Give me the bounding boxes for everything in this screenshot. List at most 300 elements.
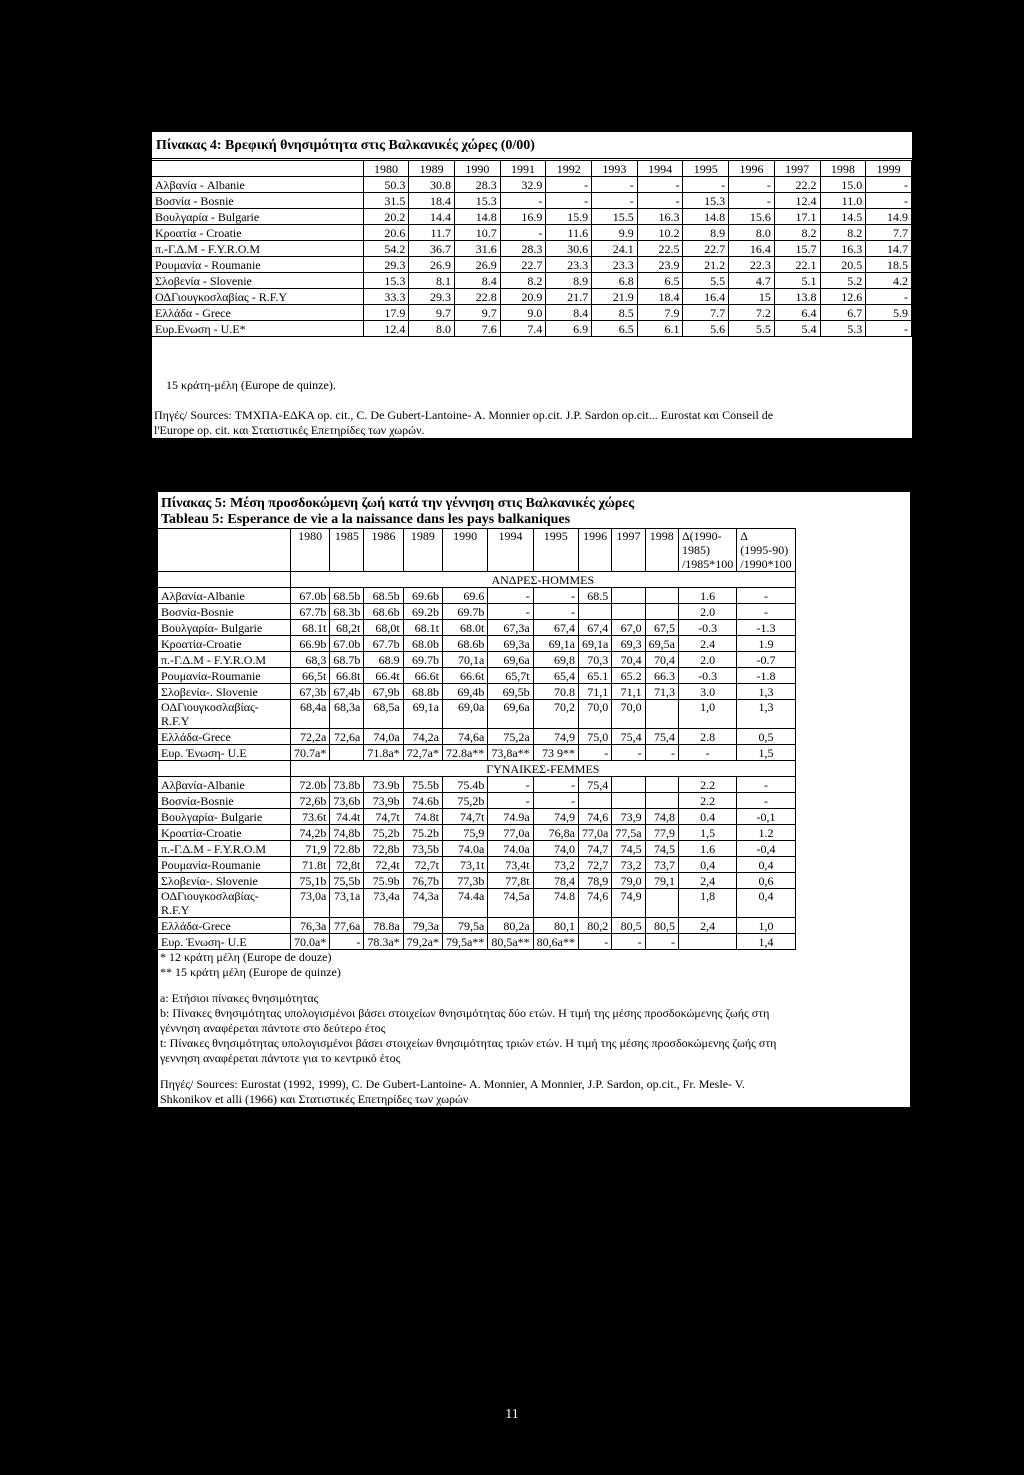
women-cell: 74,7 [578, 841, 611, 857]
men-cell: 66.4t [364, 668, 403, 684]
women-cell: 79,5a [442, 918, 487, 934]
men-cell: 65.1 [578, 668, 611, 684]
table5-year-header: 1986 [364, 529, 403, 572]
table4-corner [152, 161, 363, 177]
table4-cell: 31.5 [363, 193, 409, 209]
table4-cell: 29.3 [409, 289, 455, 305]
table4-title: Πίνακας 4: Βρεφική θνησιμότητα στις Βαλκανικές χώρες (0/00) [152, 132, 912, 159]
women-section-header: ΓΥΝΑΙΚΕΣ-FEMMES [291, 761, 796, 777]
table4-cell: 6.9 [546, 321, 592, 337]
men-cell: 67,4b [330, 684, 364, 700]
table4-row-label: Ελλάδα - Grece [152, 305, 363, 321]
table4-row [152, 273, 912, 289]
women-row [158, 934, 795, 950]
table4-row-label: Ρουμανία - Roumanie [152, 257, 363, 273]
table4-cell: 30.6 [546, 241, 592, 257]
table4-year-header: 1992 [546, 161, 592, 177]
women-cell: 72,8b [364, 841, 403, 857]
table4-row-label: Βουλγαρία - Bulgarie [152, 209, 363, 225]
men-cell: 70.7a* [291, 745, 330, 761]
women-cell: 74.9a [488, 809, 533, 825]
men-row [158, 684, 795, 700]
men-cell: 67,3a [488, 620, 533, 636]
men-cell: - [737, 588, 795, 604]
women-cell: 75.5b [403, 777, 442, 793]
women-cell: 74,2b [291, 825, 330, 841]
men-row-label-text: Κροατία-Croatie [161, 637, 242, 651]
men-cell: 69,1a [533, 636, 578, 652]
table4-cell: 22.5 [637, 241, 683, 257]
women-cell: 73,5b [403, 841, 442, 857]
women-cell: 74.8t [403, 809, 442, 825]
men-cell: 74,6a [442, 729, 487, 745]
men-cell [645, 700, 678, 729]
men-row [158, 700, 795, 729]
women-cell: 80,5 [612, 918, 645, 934]
men-cell: 71.8a* [364, 745, 403, 761]
women-cell: - [533, 777, 578, 793]
table4-row-label: Ευρ.Ενωση - U.E* [152, 321, 363, 337]
table5-delta1-header [678, 529, 736, 572]
women-cell: -0,1 [737, 809, 795, 825]
table4-cell: 17.9 [363, 305, 409, 321]
table4-cell: 16.4 [729, 241, 775, 257]
table4-cell: 18.5 [866, 257, 912, 273]
table4-cell: 7.2 [729, 305, 775, 321]
women-row-label [158, 857, 291, 873]
men-cell: 68,4a [291, 700, 330, 729]
table5-year-header: 1995 [533, 529, 578, 572]
women-cell: 79,3a [403, 918, 442, 934]
table4-row-label: Κροατία - Croatie [152, 225, 363, 241]
women-cell: 71.8t [291, 857, 330, 873]
table4-cell: 20.2 [363, 209, 409, 225]
table4-cell: 10.7 [455, 225, 501, 241]
women-cell: 72,8t [330, 857, 364, 873]
table4-cell: - [637, 177, 683, 193]
table4-cell: 13.8 [774, 289, 820, 305]
women-cell: 74.0a [442, 841, 487, 857]
table4-cell: 32.9 [500, 177, 546, 193]
table4-row [152, 209, 912, 225]
table4-cell: 7.7 [683, 305, 729, 321]
women-cell: 72,7 [578, 857, 611, 873]
women-cell: - [612, 934, 645, 950]
women-cell: 73,2 [612, 857, 645, 873]
table5-delta1-header-line: Δ(1990- [681, 529, 722, 543]
women-cell: 75.4b [442, 777, 487, 793]
men-cell: 69,6a [488, 700, 533, 729]
men-cell: 68.5 [578, 588, 611, 604]
women-cell: 73.9b [364, 777, 403, 793]
women-row [158, 809, 795, 825]
table4-row-label: Βοσνία - Bosnie [152, 193, 363, 209]
table4-cell: 8.5 [592, 305, 638, 321]
women-cell: 71,9 [291, 841, 330, 857]
men-row [158, 588, 795, 604]
table4-year-header: 1999 [866, 161, 912, 177]
women-cell: 78,9 [578, 873, 611, 889]
table4-cell: 5.9 [866, 305, 912, 321]
women-row-label [158, 793, 291, 809]
women-cell: 77,5a [612, 825, 645, 841]
table4-cell: 15.3 [683, 193, 729, 209]
women-row-label-text: Βουλγαρία- Bulgarie [161, 810, 263, 824]
men-row-label-text: ΟΔΓιουγκοσλαβίας- [161, 700, 259, 714]
women-cell: 76,8a [533, 825, 578, 841]
men-cell: 3.0 [678, 684, 736, 700]
table4-year-header: 1993 [592, 161, 638, 177]
women-cell: 72,6b [291, 793, 330, 809]
men-cell: 69,3 [612, 636, 645, 652]
men-cell: 67.7b [291, 604, 330, 620]
men-cell: -0.3 [678, 620, 736, 636]
table5-delta1-header-line: /1985*100 [681, 557, 734, 571]
men-cell: 68.7b [330, 652, 364, 668]
table4-cell: - [866, 321, 912, 337]
women-row-label-text: Αλβανία-Albanie [161, 778, 245, 792]
women-section-blank [158, 761, 291, 777]
men-cell: 66.6t [442, 668, 487, 684]
table4-cell: 33.3 [363, 289, 409, 305]
table4-cell: 21.2 [683, 257, 729, 273]
women-cell: 1,0 [737, 918, 795, 934]
women-cell: 0,4 [678, 857, 736, 873]
table5-corner [158, 529, 291, 572]
men-cell: 69,6a [488, 652, 533, 668]
table4-cell: 10.2 [637, 225, 683, 241]
women-cell: 74.0a [488, 841, 533, 857]
men-cell: 68,3a [330, 700, 364, 729]
men-cell: 68.0b [403, 636, 442, 652]
men-row [158, 745, 795, 761]
men-cell: 74,2a [403, 729, 442, 745]
women-cell: 75,2b [364, 825, 403, 841]
table4-year-header: 1998 [820, 161, 866, 177]
legend-t-cont: γεννηση αναφέρεται πάντοτε για το κεντρικό έτος [160, 1051, 401, 1065]
men-cell: - [645, 745, 678, 761]
table5-delta2-header-line: Δ [740, 529, 749, 543]
table4-cell: 11.7 [409, 225, 455, 241]
women-row [158, 777, 795, 793]
table4-row-label: Σλοβενία - Slovenie [152, 273, 363, 289]
table4-cell: 22.7 [500, 257, 546, 273]
table4-cell: 18.4 [409, 193, 455, 209]
men-row [158, 636, 795, 652]
table4-row-label: Αλβανία - Albanie [152, 177, 363, 193]
table5-delta1-header-line: 1985) [681, 543, 710, 557]
table4-cell: 22.2 [774, 177, 820, 193]
table4-cell: 12.4 [363, 321, 409, 337]
men-cell: 73,8a** [488, 745, 533, 761]
table4-cell: 6.7 [820, 305, 866, 321]
women-cell: 2.2 [678, 777, 736, 793]
table4-year-header: 1991 [500, 161, 546, 177]
men-cell: 70,0 [578, 700, 611, 729]
men-cell [645, 604, 678, 620]
women-cell: 74,0 [533, 841, 578, 857]
table4-row [152, 257, 912, 273]
men-cell [612, 588, 645, 604]
women-cell: 2.2 [678, 793, 736, 809]
men-cell: 2.0 [678, 604, 736, 620]
men-cell: 72,7a* [403, 745, 442, 761]
men-cell: 68.6b [442, 636, 487, 652]
women-cell: 74,8b [330, 825, 364, 841]
table4-cell: 31.6 [455, 241, 501, 257]
men-cell: 69,5b [488, 684, 533, 700]
table4-cell: - [637, 193, 683, 209]
table4-cell: - [500, 225, 546, 241]
men-row-label-text: Ελλάδα-Grece [161, 730, 231, 744]
table4-sources-line1: Πηγές/ Sources: ΤΜΧΠΑ-ΕΔΚΑ op. cit., C. De Gubert-Lantoine- A. Monnier op.cit. J.P. Sardon op.cit... Eurostat και Conseil de [154, 408, 774, 422]
table4-cell: 22.1 [774, 257, 820, 273]
men-cell: 69.7b [403, 652, 442, 668]
women-cell: 72,7t [403, 857, 442, 873]
table4-cell: 8.0 [729, 225, 775, 241]
men-cell: 67,0 [612, 620, 645, 636]
men-cell: 0,5 [737, 729, 795, 745]
women-cell: 0.4 [678, 809, 736, 825]
table4-cell: - [546, 177, 592, 193]
women-cell: 72,4t [364, 857, 403, 873]
men-cell: 67,5 [645, 620, 678, 636]
men-cell: 74,9 [533, 729, 578, 745]
table4-cell: 9.0 [500, 305, 546, 321]
women-cell: 74,5a [488, 889, 533, 918]
men-cell: 68,5a [364, 700, 403, 729]
women-cell: 77,3b [442, 873, 487, 889]
men-cell: 70,1a [442, 652, 487, 668]
men-cell: 72,6a [330, 729, 364, 745]
women-cell: 79,0 [612, 873, 645, 889]
women-row-label [158, 873, 291, 889]
table4-cell: - [592, 177, 638, 193]
men-row [158, 604, 795, 620]
table4-cell: 21.7 [546, 289, 592, 305]
men-cell: 65,7t [488, 668, 533, 684]
men-cell: 66.6t [403, 668, 442, 684]
women-row-label [158, 841, 291, 857]
women-cell: - [330, 934, 364, 950]
table4-cell: 11.6 [546, 225, 592, 241]
women-cell: 73,1a [330, 889, 364, 918]
men-cell: 68.5b [364, 588, 403, 604]
women-row [158, 825, 795, 841]
table4-row [152, 177, 912, 193]
men-cell: 2.8 [678, 729, 736, 745]
men-row [158, 652, 795, 668]
men-cell: 68.5b [330, 588, 364, 604]
men-cell: 1,3 [737, 700, 795, 729]
women-cell: 74,9 [533, 809, 578, 825]
men-cell: 68.9 [364, 652, 403, 668]
women-row [158, 889, 795, 918]
men-cell: 69.2b [403, 604, 442, 620]
table4-cell: 8.9 [546, 273, 592, 289]
men-row-label [158, 684, 291, 700]
women-cell: 78.8a [364, 918, 403, 934]
table4-cell: 22.7 [683, 241, 729, 257]
women-cell [645, 889, 678, 918]
table5-year-header: 1989 [403, 529, 442, 572]
table4-cell: 5.3 [820, 321, 866, 337]
men-cell: 68.6b [364, 604, 403, 620]
men-cell: 68.1t [291, 620, 330, 636]
table4-cell: - [546, 193, 592, 209]
women-row-label [158, 777, 291, 793]
table4-cell: 5.1 [774, 273, 820, 289]
table4-cell: 14.4 [409, 209, 455, 225]
table4-cell: 7.9 [637, 305, 683, 321]
men-cell: 1.9 [737, 636, 795, 652]
men-cell: 72.8a** [442, 745, 487, 761]
women-cell: 74,5 [645, 841, 678, 857]
men-row-label-text: Βουλγαρία- Bulgarie [161, 621, 263, 635]
table4-cell: 14.5 [820, 209, 866, 225]
table4-row-label: π.-Γ.Δ.Μ - F.Y.R.O.M [152, 241, 363, 257]
table4-cell: 14.9 [866, 209, 912, 225]
women-row-label-text: Ρουμανία-Roumanie [161, 858, 261, 872]
women-cell [645, 777, 678, 793]
men-section-header: ΑΝΔΡΕΣ-HOMMES [291, 572, 796, 588]
women-cell: 0,4 [737, 857, 795, 873]
table4-cell: 18.4 [637, 289, 683, 305]
table4-cell: 29.3 [363, 257, 409, 273]
table4-cell: 16.4 [683, 289, 729, 305]
men-cell: 65,4 [533, 668, 578, 684]
women-cell: 74,6 [578, 889, 611, 918]
men-row-label [158, 729, 291, 745]
men-cell: 69.6 [442, 588, 487, 604]
women-row-label-text: Σλοβενία-. Slovenie [161, 874, 258, 888]
women-cell: 75.2b [403, 825, 442, 841]
table4-row [152, 289, 912, 305]
women-cell: 74,7t [364, 809, 403, 825]
men-cell: 66.8t [330, 668, 364, 684]
table5-box [156, 490, 912, 1109]
men-cell: 66.9b [291, 636, 330, 652]
men-cell: 2.4 [678, 636, 736, 652]
women-cell: 80,1 [533, 918, 578, 934]
women-row-label [158, 934, 291, 950]
men-cell: - [678, 745, 736, 761]
men-row-label [158, 636, 291, 652]
men-cell: 66,5t [291, 668, 330, 684]
men-cell: 1,5 [737, 745, 795, 761]
table5-delta2-header-line: (1995-90) [740, 543, 789, 557]
spacer [160, 980, 908, 991]
table4-cell: - [683, 177, 729, 193]
women-section-row [158, 761, 795, 777]
table4-row [152, 305, 912, 321]
table4-cell: 5.5 [683, 273, 729, 289]
table4-cell: - [866, 177, 912, 193]
women-row [158, 793, 795, 809]
table4-cell: 26.9 [455, 257, 501, 273]
women-cell: -0,4 [737, 841, 795, 857]
men-cell: 68.8b [403, 684, 442, 700]
women-cell: 75,2b [442, 793, 487, 809]
women-cell [645, 793, 678, 809]
women-cell: 73,2 [533, 857, 578, 873]
table4-cell: 7.6 [455, 321, 501, 337]
women-cell: - [737, 793, 795, 809]
table4-row-label: ΟΔΓιουγκοσλαβίας - R.F.Y [152, 289, 363, 305]
men-row-label-text2: R.F.Y [161, 714, 190, 728]
table4-cell: 6.8 [592, 273, 638, 289]
men-cell: 66.3 [645, 668, 678, 684]
table4-cell: 22.8 [455, 289, 501, 305]
men-cell: 69,3a [488, 636, 533, 652]
men-cell: 71,1 [578, 684, 611, 700]
table4-year-header: 1980 [363, 161, 409, 177]
men-row-label [158, 745, 291, 761]
table4-cell: - [592, 193, 638, 209]
women-cell: 78,4 [533, 873, 578, 889]
men-row-label [158, 652, 291, 668]
women-cell: 74.4a [442, 889, 487, 918]
women-row-label-text: Βοσνία-Bosnie [161, 794, 234, 808]
table5-year-header: 1985 [330, 529, 364, 572]
men-cell: - [488, 604, 533, 620]
men-row-label [158, 604, 291, 620]
table4-cell: 6.5 [592, 321, 638, 337]
women-cell: 74,7t [442, 809, 487, 825]
table4-cell: 9.9 [592, 225, 638, 241]
table4-cell: 15.7 [774, 241, 820, 257]
table4-cell: 12.6 [820, 289, 866, 305]
table4-cell: 15.5 [592, 209, 638, 225]
men-cell: 71,3 [645, 684, 678, 700]
table4-cell: 15.3 [363, 273, 409, 289]
women-row-label-text: ΟΔΓιουγκοσλαβίας- [161, 889, 259, 903]
women-cell: 73,1t [442, 857, 487, 873]
table5-title-gr: Πίνακας 5: Μέση προσδοκώμενη ζωή κατά την γέννηση στις Βαλκανικές χώρες [161, 496, 635, 511]
table5 [158, 528, 796, 950]
table4-cell: 15.6 [729, 209, 775, 225]
table4-cell: 15.3 [455, 193, 501, 209]
men-cell: 67,3b [291, 684, 330, 700]
men-cell: 68,0t [364, 620, 403, 636]
men-cell: 67,4 [578, 620, 611, 636]
women-cell: - [488, 793, 533, 809]
women-cell: 74.4t [330, 809, 364, 825]
table4-cell: 15 [729, 289, 775, 305]
men-cell: - [578, 745, 611, 761]
men-row-label-text: Αλβανία-Albanie [161, 589, 245, 603]
women-row-label-text: Ελλάδα-Grece [161, 919, 231, 933]
women-cell: - [533, 793, 578, 809]
table4-cell: 20.6 [363, 225, 409, 241]
women-cell: 1,5 [678, 825, 736, 841]
men-cell [578, 604, 611, 620]
men-cell: - [737, 604, 795, 620]
men-row [158, 668, 795, 684]
table4-cell: 7.4 [500, 321, 546, 337]
table4-cell: 28.3 [455, 177, 501, 193]
spacer [160, 1066, 908, 1077]
men-row-label-text: π.-Γ.Δ.Μ - F.Y.R.O.M [161, 653, 267, 667]
table4-cell: 30.8 [409, 177, 455, 193]
women-cell: 73,7 [645, 857, 678, 873]
men-cell: 69,1a [578, 636, 611, 652]
table4 [152, 160, 912, 337]
table4-year-header: 1997 [774, 161, 820, 177]
women-cell: 80,5a** [488, 934, 533, 950]
table4-cell: 5.4 [774, 321, 820, 337]
table4-header-row [152, 161, 912, 177]
